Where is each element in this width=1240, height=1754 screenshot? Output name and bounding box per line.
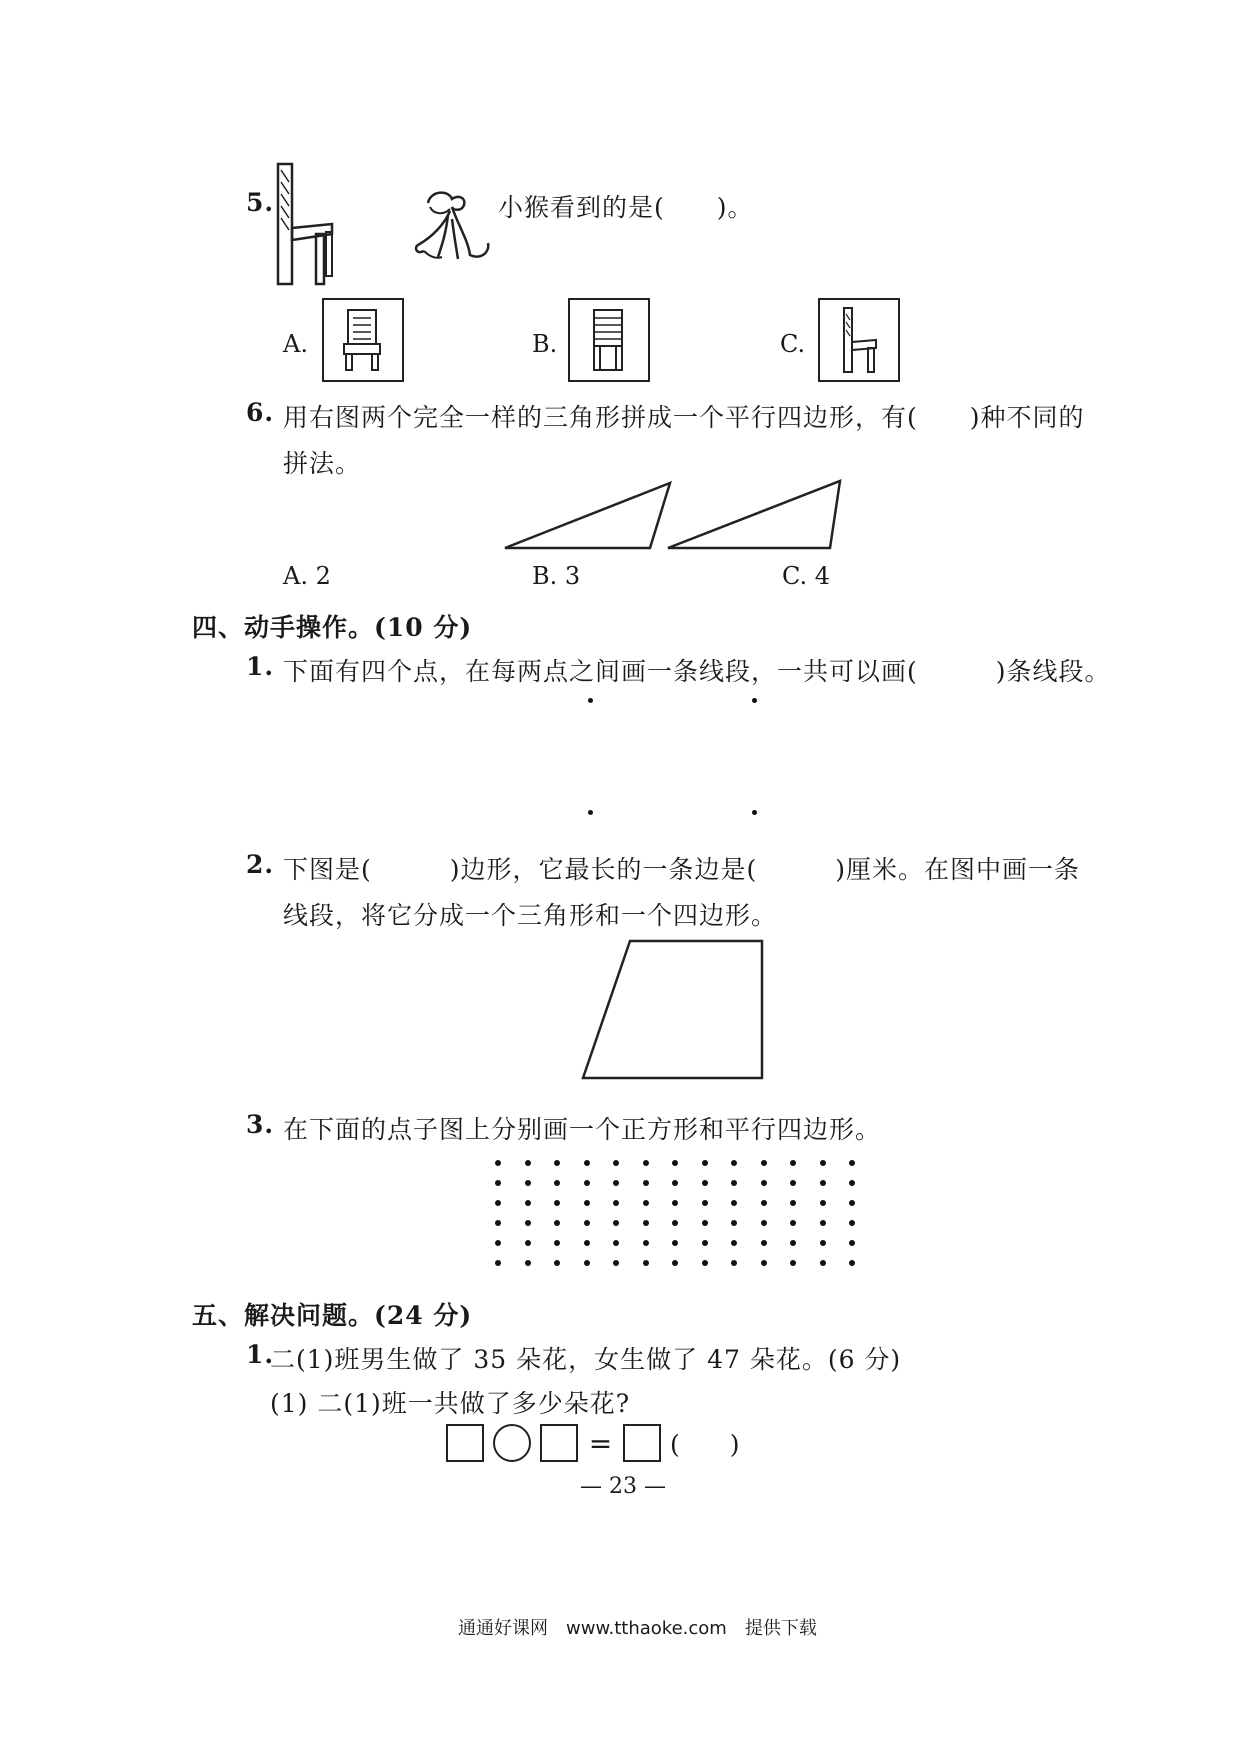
grid-dot bbox=[849, 1160, 855, 1166]
chair-back-icon bbox=[588, 308, 628, 372]
grid-dot bbox=[495, 1180, 501, 1186]
operator-circle[interactable] bbox=[493, 1424, 531, 1462]
grid-dot bbox=[525, 1160, 531, 1166]
answer-box[interactable] bbox=[446, 1424, 484, 1462]
s5-q1-text: 二(1)班男生做了 35 朵花，女生做了 47 朵花。(6 分) bbox=[270, 1345, 902, 1374]
grid-dot bbox=[584, 1160, 590, 1166]
grid-dot bbox=[495, 1160, 501, 1166]
unit-blank[interactable]: ( ) bbox=[670, 1430, 740, 1459]
footer-credit: 通通好课网 www.tthaoke.com 提供下载 bbox=[458, 1618, 817, 1639]
page-number: — 23 — bbox=[580, 1474, 666, 1499]
grid-dot bbox=[584, 1220, 590, 1226]
grid-dot bbox=[731, 1260, 737, 1266]
q5-number: 5. bbox=[246, 188, 275, 217]
q5-option-b-label: B. bbox=[532, 330, 558, 358]
grid-dot bbox=[790, 1180, 796, 1186]
grid-dot bbox=[525, 1180, 531, 1186]
grid-dot bbox=[849, 1220, 855, 1226]
s4-q2-line1: 下图是( )边形，它最长的一条边是( )厘米。在图中画一条 bbox=[283, 855, 1081, 884]
q6-option-a[interactable]: A. 2 bbox=[283, 562, 331, 590]
chair-side-icon bbox=[840, 306, 880, 374]
grid-dot bbox=[525, 1200, 531, 1206]
point bbox=[752, 698, 757, 703]
q5-option-b-figure[interactable] bbox=[568, 298, 650, 382]
grid-dot bbox=[790, 1260, 796, 1266]
section-4-title: 四、动手操作。(10 分) bbox=[192, 613, 473, 642]
grid-dot bbox=[525, 1240, 531, 1246]
grid-dot bbox=[525, 1260, 531, 1266]
grid-dot bbox=[584, 1260, 590, 1266]
grid-dot bbox=[672, 1160, 678, 1166]
point bbox=[588, 810, 593, 815]
s4-q2-number: 2. bbox=[246, 850, 275, 879]
point bbox=[752, 810, 757, 815]
grid-dot bbox=[554, 1260, 560, 1266]
grid-dot bbox=[643, 1180, 649, 1186]
grid-dot bbox=[613, 1220, 619, 1226]
q5-option-a-label: A. bbox=[283, 330, 308, 358]
grid-dot bbox=[672, 1220, 678, 1226]
grid-dot bbox=[613, 1200, 619, 1206]
grid-dot bbox=[761, 1160, 767, 1166]
grid-dot bbox=[643, 1200, 649, 1206]
grid-dot bbox=[849, 1200, 855, 1206]
grid-dot bbox=[731, 1220, 737, 1226]
grid-dot bbox=[495, 1260, 501, 1266]
q6-option-c[interactable]: C. 4 bbox=[782, 562, 831, 590]
grid-dot bbox=[554, 1160, 560, 1166]
s4-q1-text: 下面有四个点，在每两点之间画一条线段，一共可以画( )条线段。 bbox=[283, 657, 1111, 686]
grid-dot bbox=[702, 1180, 708, 1186]
grid-dot bbox=[731, 1200, 737, 1206]
q5-option-c-figure[interactable] bbox=[818, 298, 900, 382]
grid-dot bbox=[820, 1220, 826, 1226]
grid-dot bbox=[584, 1240, 590, 1246]
grid-dot bbox=[554, 1240, 560, 1246]
grid-dot bbox=[702, 1200, 708, 1206]
answer-box[interactable] bbox=[623, 1424, 661, 1462]
grid-dot bbox=[849, 1240, 855, 1246]
dot-grid[interactable] bbox=[495, 1160, 855, 1280]
q6-question-line2: 拼法。 bbox=[283, 449, 362, 478]
grid-dot bbox=[820, 1240, 826, 1246]
grid-dot bbox=[702, 1160, 708, 1166]
chair-front-icon bbox=[342, 308, 382, 372]
grid-dot bbox=[820, 1180, 826, 1186]
q6-number: 6. bbox=[246, 398, 275, 427]
grid-dot bbox=[672, 1200, 678, 1206]
grid-dot bbox=[525, 1220, 531, 1226]
triangle-left bbox=[505, 483, 670, 548]
grid-dot bbox=[584, 1180, 590, 1186]
grid-dot bbox=[702, 1220, 708, 1226]
grid-dot bbox=[761, 1260, 767, 1266]
s4-q1-number: 1. bbox=[246, 652, 275, 681]
grid-dot bbox=[702, 1240, 708, 1246]
q6-question-line1: 用右图两个完全一样的三角形拼成一个平行四边形，有( )种不同的 bbox=[283, 403, 1085, 432]
grid-dot bbox=[761, 1200, 767, 1206]
grid-dot bbox=[820, 1160, 826, 1166]
point bbox=[588, 698, 593, 703]
grid-dot bbox=[761, 1220, 767, 1226]
s4-q2-line2: 线段，将它分成一个三角形和一个四边形。 bbox=[283, 901, 778, 930]
grid-dot bbox=[790, 1220, 796, 1226]
grid-dot bbox=[672, 1260, 678, 1266]
grid-dot bbox=[731, 1180, 737, 1186]
grid-dot bbox=[613, 1240, 619, 1246]
grid-dot bbox=[820, 1260, 826, 1266]
grid-dot bbox=[672, 1180, 678, 1186]
grid-dot bbox=[820, 1200, 826, 1206]
s5-q1-sub1: (1) 二(1)班一共做了多少朵花? bbox=[270, 1389, 631, 1418]
grid-dot bbox=[643, 1240, 649, 1246]
grid-dot bbox=[554, 1200, 560, 1206]
grid-dot bbox=[672, 1240, 678, 1246]
q6-option-b[interactable]: B. 3 bbox=[532, 562, 581, 590]
grid-dot bbox=[495, 1220, 501, 1226]
grid-dot bbox=[643, 1260, 649, 1266]
q5-question-text: 小猴看到的是( )。 bbox=[498, 193, 754, 222]
grid-dot bbox=[761, 1180, 767, 1186]
equals-sign: = bbox=[588, 1426, 613, 1460]
equation-row bbox=[446, 1424, 740, 1462]
grid-dot bbox=[849, 1180, 855, 1186]
grid-dot bbox=[613, 1180, 619, 1186]
q5-option-a-figure[interactable] bbox=[322, 298, 404, 382]
grid-dot bbox=[790, 1160, 796, 1166]
two-triangles-figure bbox=[500, 478, 850, 553]
grid-dot bbox=[584, 1200, 590, 1206]
grid-dot bbox=[495, 1200, 501, 1206]
s4-q3-text: 在下面的点子图上分别画一个正方形和平行四边形。 bbox=[283, 1115, 882, 1144]
grid-dot bbox=[702, 1260, 708, 1266]
grid-dot bbox=[495, 1240, 501, 1246]
answer-box[interactable] bbox=[540, 1424, 578, 1462]
grid-dot bbox=[849, 1260, 855, 1266]
grid-dot bbox=[643, 1220, 649, 1226]
grid-dot bbox=[554, 1180, 560, 1186]
grid-dot bbox=[731, 1160, 737, 1166]
grid-dot bbox=[613, 1160, 619, 1166]
section-5-title: 五、解决问题。(24 分) bbox=[192, 1301, 473, 1330]
s5-q1-number: 1. bbox=[246, 1340, 275, 1369]
q5-option-c-label: C. bbox=[780, 330, 806, 358]
grid-dot bbox=[643, 1160, 649, 1166]
triangle-right bbox=[668, 481, 840, 548]
chair-side-illustration bbox=[272, 160, 342, 290]
grid-dot bbox=[731, 1240, 737, 1246]
monkey-icon bbox=[408, 185, 498, 265]
grid-dot bbox=[554, 1220, 560, 1226]
grid-dot bbox=[613, 1260, 619, 1266]
quadrilateral-figure[interactable] bbox=[580, 938, 780, 1083]
grid-dot bbox=[790, 1200, 796, 1206]
s4-q3-number: 3. bbox=[246, 1110, 275, 1139]
grid-dot bbox=[761, 1240, 767, 1246]
grid-dot bbox=[790, 1240, 796, 1246]
